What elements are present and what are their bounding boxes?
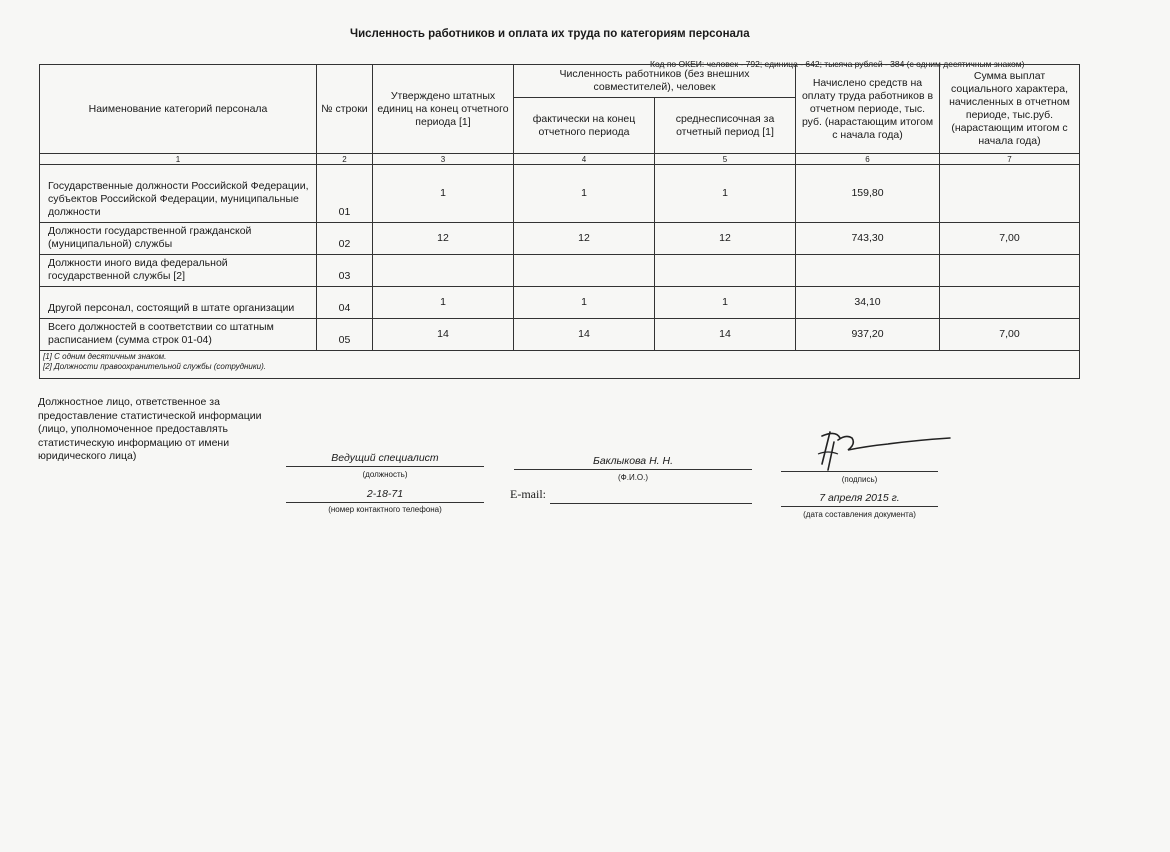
name-caption: (Ф.И.О.): [617, 473, 649, 482]
handwritten-signature: [808, 424, 958, 474]
date-value: 7 апреля 2015 г.: [819, 492, 900, 504]
row-social: [940, 255, 1080, 287]
header-average-count: среднесписочная за отчетный период [1]: [655, 98, 796, 154]
form-title: Численность работников и оплата их труда по категориям персонала: [350, 28, 750, 40]
position-caption: (должность): [362, 470, 408, 479]
header-employee-count: Численность работников (без внешних совместителей), человек: [514, 65, 796, 98]
header-social-payments: Сумма выплат социального характера, начисленных в отчетном периоде, тыс.руб. (нарастающим итогом с начала года): [940, 65, 1080, 154]
row-name: Другой персонал, состоящий в штате организации: [40, 287, 317, 319]
okei-codes-note: Код по ОКЕИ: человек - 792; единица - 642; тысяча рублей - 384 (с одним десятичным знаком): [650, 59, 1025, 69]
row-accrued: 34,10: [796, 287, 940, 319]
signature-line: [781, 471, 938, 472]
table-row: [40, 165, 1080, 223]
name-line: [514, 469, 752, 470]
header-accrued-pay: Начислено средств на оплату труда работников в отчетном периоде, тыс. руб. (нарастающим итогом с начала года): [796, 65, 940, 154]
email-line: [550, 503, 752, 504]
row-name: Должности государственной гражданской (муниципальной) службы: [40, 223, 317, 255]
header-category: Наименование категорий персонала: [40, 65, 317, 154]
row-accrued: 159,80: [796, 165, 940, 223]
row-actual: 12: [514, 223, 655, 255]
row-approved: 1: [373, 287, 514, 319]
row-accrued: 743,30: [796, 223, 940, 255]
row-code: 04: [317, 287, 373, 319]
column-number: 4: [514, 154, 655, 165]
table-row: [40, 319, 1080, 351]
row-actual: 1: [514, 287, 655, 319]
row-social: [940, 287, 1080, 319]
table-row: [40, 287, 1080, 319]
row-approved: 14: [373, 319, 514, 351]
row-approved: [373, 255, 514, 287]
row-code: 05: [317, 319, 373, 351]
column-number: 7: [940, 154, 1080, 165]
row-accrued: 937,20: [796, 319, 940, 351]
column-number: 3: [373, 154, 514, 165]
name-value: Баклыкова Н. Н.: [592, 455, 673, 467]
row-code: 02: [317, 223, 373, 255]
row-social: [940, 165, 1080, 223]
date-caption: (дата составления документа): [803, 510, 916, 519]
position-line: [286, 466, 484, 467]
email-label: E-mail:: [510, 487, 546, 501]
row-actual: [514, 255, 655, 287]
phone-value: 2-18-71: [366, 488, 404, 500]
table-row: [40, 223, 1080, 255]
row-name: Всего должностей в соответствии со штатным расписанием (сумма строк 01-04): [40, 319, 317, 351]
header-row-number: № строки: [317, 65, 373, 154]
position-value: Ведущий специалист: [331, 452, 439, 464]
row-average: 1: [655, 165, 796, 223]
responsible-official-label: Должностное лицо, ответственное за предоставление статистической информации (лицо, уполномоченное предоставлять статистическую информацию от имени юридического лица): [38, 396, 262, 462]
footnotes: [40, 351, 1080, 379]
row-average: 14: [655, 319, 796, 351]
row-average: 1: [655, 287, 796, 319]
header-actual-count: фактически на конец отчетного периода: [514, 98, 655, 154]
footnote: [2] Должности правоохранительной службы (сотрудники).: [43, 362, 266, 371]
table-row: [40, 255, 1080, 287]
phone-line: [286, 502, 484, 503]
column-number: 5: [655, 154, 796, 165]
row-average: 12: [655, 223, 796, 255]
column-number: 6: [796, 154, 940, 165]
row-actual: 14: [514, 319, 655, 351]
date-line: [781, 506, 938, 507]
row-name: Государственные должности Российской Федерации, субъектов Российской Федерации, муниципальные должности: [40, 165, 317, 223]
row-average: [655, 255, 796, 287]
row-actual: 1: [514, 165, 655, 223]
row-social: 7,00: [940, 223, 1080, 255]
phone-caption: (номер контактного телефона): [328, 505, 442, 514]
footnotes-row: [40, 351, 1080, 379]
row-approved: 1: [373, 165, 514, 223]
row-approved: 12: [373, 223, 514, 255]
row-code: 03: [317, 255, 373, 287]
row-name: Должности иного вида федеральной государственной службы [2]: [40, 255, 317, 287]
column-number: 1: [40, 154, 317, 165]
column-number: 2: [317, 154, 373, 165]
row-code: 01: [317, 165, 373, 223]
row-accrued: [796, 255, 940, 287]
row-social: 7,00: [940, 319, 1080, 351]
footnote: [1] С одним десятичным знаком.: [43, 352, 167, 361]
column-numbers-row: [40, 154, 1080, 165]
personnel-table: [39, 64, 1080, 379]
signature-caption: (подпись): [841, 475, 878, 484]
header-approved-units: Утверждено штатных единиц на конец отчетного периода [1]: [373, 65, 514, 154]
